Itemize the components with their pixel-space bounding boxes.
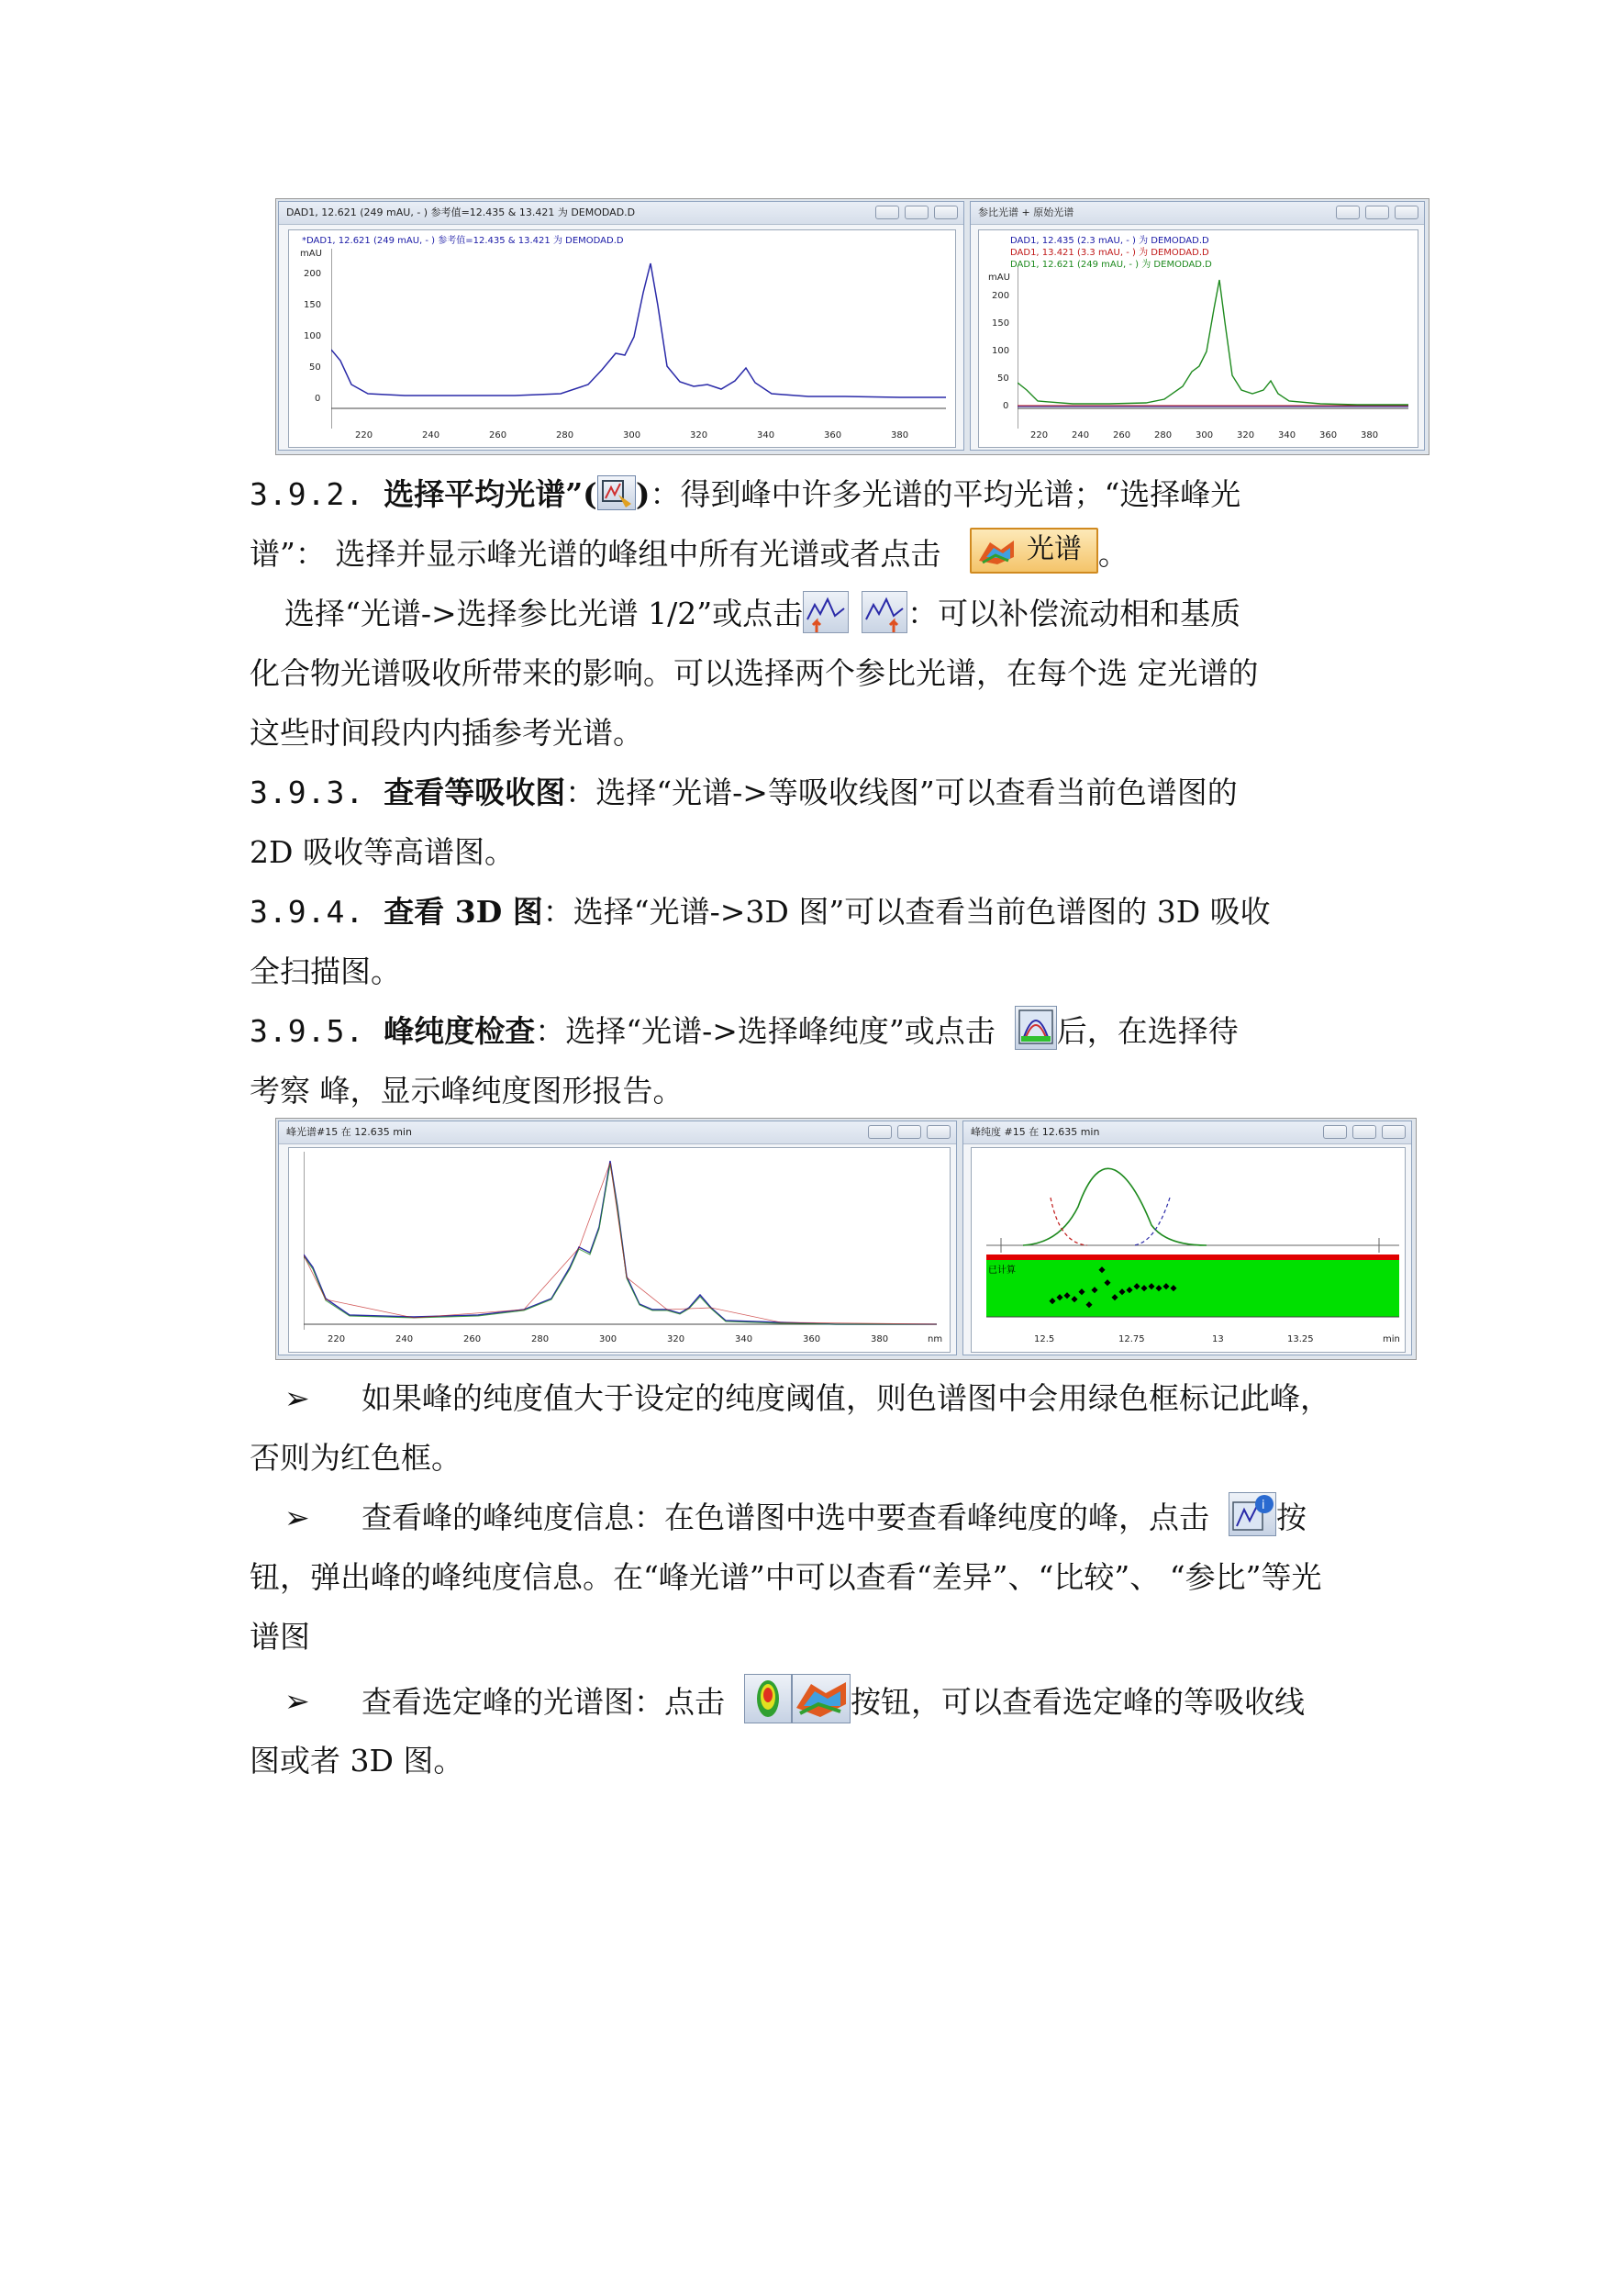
minimize-button[interactable] [1323, 1125, 1347, 1139]
y-tick: 50 [997, 374, 1009, 384]
maximize-button[interactable] [1365, 206, 1389, 219]
x-tick: 360 [1319, 430, 1338, 440]
x-tick: 13.25 [1287, 1334, 1314, 1344]
section-3-9-2-heading: 3.9.2. 选择平均光谱”( )：得到峰中许多光谱的平均光谱；“选择峰光 [250, 476, 1241, 512]
legend-entry: DAD1, 13.421 (3.3 mAU, - ) 为 DEMODAD.D [1010, 248, 1209, 258]
x-tick: 280 [556, 430, 574, 440]
svg-text:i: i [1261, 1499, 1265, 1512]
section-3-9-5-heading: 3.9.5. 峰纯度检查：选择“光谱->选择峰纯度”或点击 后，在选择待 [250, 1009, 1239, 1055]
window-title: 参比光谱 + 原始光谱 [978, 206, 1074, 218]
spectrum-chart [331, 249, 946, 429]
close-button[interactable] [934, 206, 958, 219]
peak-purity-chart [986, 1152, 1399, 1330]
bullet-2-line2: 钮，弹出峰的峰纯度信息。在“峰光谱”中可以查看“差异”、“比较”、 “参比”等光 [250, 1559, 1322, 1595]
x-tick: 380 [871, 1334, 889, 1344]
section-title: 查看等吸收图 [384, 775, 566, 810]
window-titlebar [279, 1121, 956, 1144]
y-tick: 150 [992, 318, 1010, 329]
bullet-marker: ➢ [284, 1500, 310, 1535]
peak-purity-window [962, 1121, 1412, 1355]
3d-spectrum-icon [977, 537, 1018, 566]
window-title: 峰光谱#15 在 12.635 min [286, 1126, 412, 1138]
figure-1 [275, 198, 1429, 455]
x-unit-label: nm [928, 1334, 943, 1344]
section-3-9-3-line2: 2D 吸收等高谱图。 [250, 834, 515, 870]
spectrum-trace [331, 263, 946, 397]
x-tick: 380 [891, 430, 909, 440]
average-spectrum-icon[interactable] [597, 475, 636, 510]
bullet-1-line1: 如果峰的纯度值大于设定的纯度阈值，则色谱图中会用绿色框标记此峰， [362, 1380, 1330, 1416]
section-title: 选择平均光谱”( [384, 476, 597, 512]
peak-purity-info-icon[interactable] [1229, 1492, 1276, 1536]
y-tick: 200 [992, 291, 1010, 301]
legend-entry: DAD1, 12.435 (2.3 mAU, - ) 为 DEMODAD.D [1010, 236, 1209, 246]
x-tick: 12.75 [1118, 1334, 1145, 1344]
bullet-3-line2: 图或者 3D 图。 [250, 1743, 464, 1779]
legend-entry: DAD1, 12.621 (249 mAU, - ) 为 DEMODAD.D [1010, 260, 1212, 270]
bullet-marker: ➢ [284, 1683, 310, 1719]
purity-band-label: 已计算 [988, 1266, 1016, 1276]
reference-spectrum-1-icon[interactable] [803, 591, 849, 633]
section-3-9-3-heading: 3.9.3. 查看等吸收图：选择“光谱->等吸收线图”可以查看当前色谱图的 [250, 775, 1238, 810]
close-button[interactable] [1395, 206, 1418, 219]
peak-purity-icon[interactable] [1015, 1006, 1057, 1050]
bullet-2-line3: 谱图 [250, 1619, 310, 1655]
plot-area [288, 1147, 951, 1353]
section-3-9-4-line2: 全扫描图。 [250, 953, 401, 989]
window-titlebar [971, 202, 1424, 225]
plot-area [971, 1147, 1406, 1353]
window-title: DAD1, 12.621 (249 mAU, - ) 参考值=12.435 & 13.421 为 DEMODAD.D [286, 206, 636, 218]
x-tick: 320 [690, 430, 708, 440]
minimize-button[interactable] [1336, 206, 1360, 219]
y-tick: 150 [304, 300, 322, 310]
x-tick: 240 [395, 1334, 414, 1344]
x-unit-label: min [1383, 1334, 1400, 1344]
bullet-3-line1: 查看选定峰的光谱图：点击 按钮，可以查看选定峰的等吸收线 [362, 1679, 1305, 1729]
section-3-9-5-line2: 考察 峰，显示峰纯度图形报告。 [250, 1073, 684, 1109]
y-tick: 0 [1003, 401, 1009, 411]
x-tick: 320 [667, 1334, 685, 1344]
peak-spectrum-window [278, 1121, 957, 1355]
close-button[interactable] [927, 1125, 951, 1139]
x-tick: 13 [1212, 1334, 1224, 1344]
bullet-2-line1: 查看峰的峰纯度信息：在色谱图中选中要查看峰纯度的峰，点击 i 按 [362, 1496, 1307, 1542]
section-3-9-4-heading: 3.9.4. 查看 3D 图：选择“光谱->3D 图”可以查看当前色谱图的 3D 吸收 [250, 894, 1271, 930]
window-titlebar [279, 202, 963, 225]
x-tick: 320 [1237, 430, 1255, 440]
section-title: 峰纯度检查 [384, 1013, 536, 1049]
purity-peak-curve [1023, 1168, 1207, 1245]
minimize-button[interactable] [868, 1125, 892, 1139]
figure-2 [275, 1118, 1417, 1360]
original-trace-green [1018, 280, 1408, 405]
x-tick: 260 [463, 1334, 482, 1344]
minimize-button[interactable] [875, 206, 899, 219]
x-tick: 380 [1361, 430, 1379, 440]
spectrum-button[interactable] [970, 528, 1098, 574]
x-tick: 300 [1196, 430, 1214, 440]
x-tick: 280 [1154, 430, 1173, 440]
section-3-9-2-para-line3: 这些时间段内内插参考光谱。 [250, 715, 643, 751]
y-tick: 200 [304, 269, 322, 279]
x-tick: 340 [735, 1334, 753, 1344]
y-tick: 0 [315, 394, 321, 404]
y-unit-label: mAU [300, 249, 322, 259]
section-3-9-2-para-line1: 选择“光谱->选择参比光谱 1/2”或点击 ：可以补偿流动相和基质 [284, 592, 1240, 637]
x-tick: 300 [623, 430, 641, 440]
x-tick: 260 [489, 430, 507, 440]
y-unit-label: mAU [988, 273, 1010, 283]
x-tick: 240 [1072, 430, 1090, 440]
window-title: 峰纯度 #15 在 12.635 min [971, 1126, 1100, 1138]
x-tick: 220 [1030, 430, 1049, 440]
plot-area [288, 229, 956, 448]
peak-spectrum-trace [304, 1161, 937, 1324]
maximize-button[interactable] [905, 206, 929, 219]
maximize-button[interactable] [1352, 1125, 1376, 1139]
y-tick: 100 [992, 346, 1010, 356]
spectrum-button-label: 光谱 [1026, 533, 1082, 565]
x-tick: 300 [599, 1334, 617, 1344]
peak-spectrum-trace-alt [304, 1164, 937, 1324]
x-tick: 240 [422, 430, 440, 440]
peak-spectrum-trace-red [304, 1163, 937, 1324]
spectrum-window-left [278, 201, 964, 451]
maximize-button[interactable] [897, 1125, 921, 1139]
section-3-9-2-line2: 谱”： 选择并显示峰光谱的峰组中所有光谱或者点击 光谱 。 [250, 532, 1129, 579]
peak-spectrum-chart [304, 1152, 937, 1330]
threshold-line [986, 1255, 1399, 1260]
x-tick: 340 [757, 430, 775, 440]
purity-tangent-right [1133, 1198, 1170, 1245]
y-tick: 100 [304, 331, 322, 341]
reference-spectrum-2-icon[interactable] [862, 591, 907, 633]
x-tick: 260 [1113, 430, 1131, 440]
plot-legend: *DAD1, 12.621 (249 mAU, - ) 参考值=12.435 & 13.421 为 DEMODAD.D [302, 236, 624, 246]
x-tick: 360 [824, 430, 842, 440]
plot-area [978, 229, 1418, 448]
3d-plot-icon[interactable] [792, 1674, 851, 1723]
section-title: 查看 3D 图 [384, 894, 543, 930]
x-tick: 280 [531, 1334, 550, 1344]
isoabsorbance-plot-icon[interactable] [744, 1674, 792, 1723]
spectrum-window-right [970, 201, 1425, 451]
x-tick: 360 [803, 1334, 821, 1344]
close-button[interactable] [1382, 1125, 1406, 1139]
x-tick: 12.5 [1034, 1334, 1055, 1344]
bullet-1-line2: 否则为红色框。 [250, 1440, 462, 1476]
x-tick: 220 [328, 1334, 346, 1344]
section-3-9-2-para-line2: 化合物光谱吸收所带来的影响。可以选择两个参比光谱，在每个选 定光谱的 [250, 655, 1259, 691]
spectrum-chart [1018, 267, 1408, 429]
bullet-marker: ➢ [284, 1380, 310, 1416]
window-titlebar [963, 1121, 1411, 1144]
purity-band [986, 1260, 1399, 1317]
x-tick: 340 [1278, 430, 1296, 440]
y-tick: 50 [309, 362, 321, 373]
x-tick: 220 [355, 430, 373, 440]
